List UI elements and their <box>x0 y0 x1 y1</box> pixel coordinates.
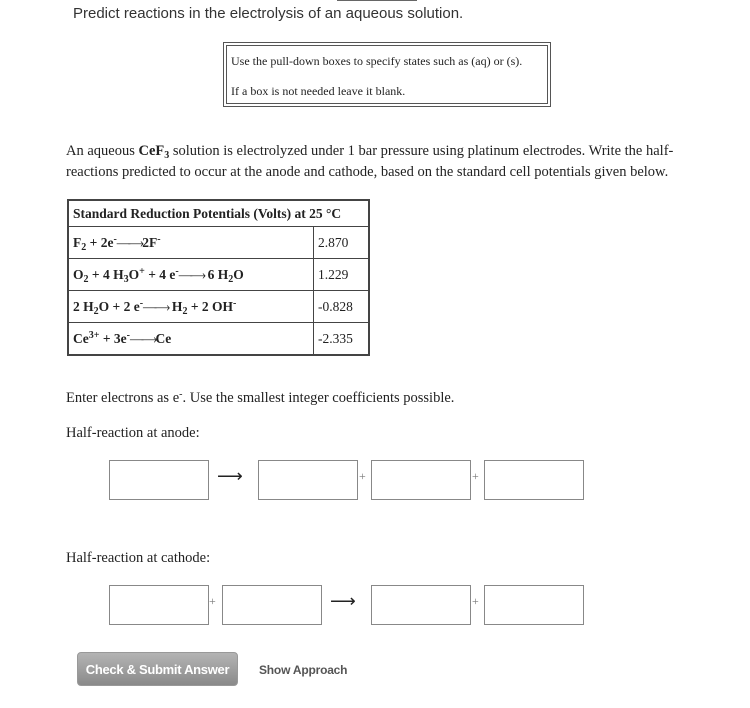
cathode-product-input-1[interactable] <box>371 585 471 625</box>
cathode-product-input-2[interactable] <box>484 585 584 625</box>
plus-sign: + <box>472 594 479 608</box>
anode-label: Half-reaction at anode: <box>66 425 200 441</box>
reaction-cell: $Ce^{3+}$ + 3e-——›Ce <box>68 323 314 356</box>
cathode-reactant-input-1[interactable] <box>109 585 209 625</box>
anode-product-input-3[interactable] <box>484 460 584 500</box>
table-header: Standard Reduction Potentials (Volts) at 25 °C <box>68 200 369 227</box>
instructions-line-2: If a box is not needed leave it blank. <box>231 84 406 98</box>
reaction-arrow-icon: ⟶ <box>217 466 243 486</box>
electron-note: Enter electrons as e-. Use the smallest integer coefficients possible. <box>66 389 455 406</box>
potential-cell: -2.335 <box>314 323 370 356</box>
plus-sign: + <box>472 469 479 483</box>
top-divider <box>337 0 417 1</box>
anode-product-input-2[interactable] <box>371 460 471 500</box>
cathode-reactant-input-2[interactable] <box>222 585 322 625</box>
anode-reactant-input-1[interactable] <box>109 460 209 500</box>
compound-formula: CeF$_3$ <box>138 143 170 161</box>
problem-suffix: solution is electrolyzed under 1 bar pressure using platinum electrodes. Write the half-reactions predicted to occur at the anode and cathode, based on the standard cell potentials given below. <box>66 143 674 180</box>
potential-cell: 2.870 <box>314 227 370 259</box>
potential-cell: -0.828 <box>314 291 370 323</box>
table-row <box>68 227 369 259</box>
cathode-label: Half-reaction at cathode: <box>66 550 211 566</box>
instructions-box <box>223 42 551 107</box>
reduction-potentials-table <box>67 199 370 356</box>
instructions-line-1: Use the pull-down boxes to specify states such as (aq) or (s). <box>231 54 523 68</box>
table-row <box>68 291 369 323</box>
table-row <box>68 259 369 291</box>
check-submit-button[interactable]: Check & Submit Answer <box>77 652 238 686</box>
reaction-cell: $O_2 + 4$ $H_3O^+ + 4$ e-——› 6 $H_2O$ <box>68 259 314 291</box>
plus-sign: + <box>359 469 366 483</box>
reaction-arrow-icon: ⟶ <box>330 591 356 611</box>
reaction-cell: $F_2$ + 2e-——›2F- <box>68 227 314 259</box>
page-title: Predict reactions in the electrolysis of an aqueous solution. <box>73 5 464 22</box>
potential-cell: 1.229 <box>314 259 370 291</box>
plus-sign: + <box>209 594 216 608</box>
anode-product-input-1[interactable] <box>258 460 358 500</box>
problem-prefix: An aqueous <box>66 143 139 159</box>
reaction-cell: 2 $H_2O + 2$ e-——› $H_2 + 2$ OH- <box>68 291 314 323</box>
table-row <box>68 323 369 356</box>
show-approach-link[interactable]: Show Approach <box>259 663 348 677</box>
problem-statement <box>66 141 706 183</box>
